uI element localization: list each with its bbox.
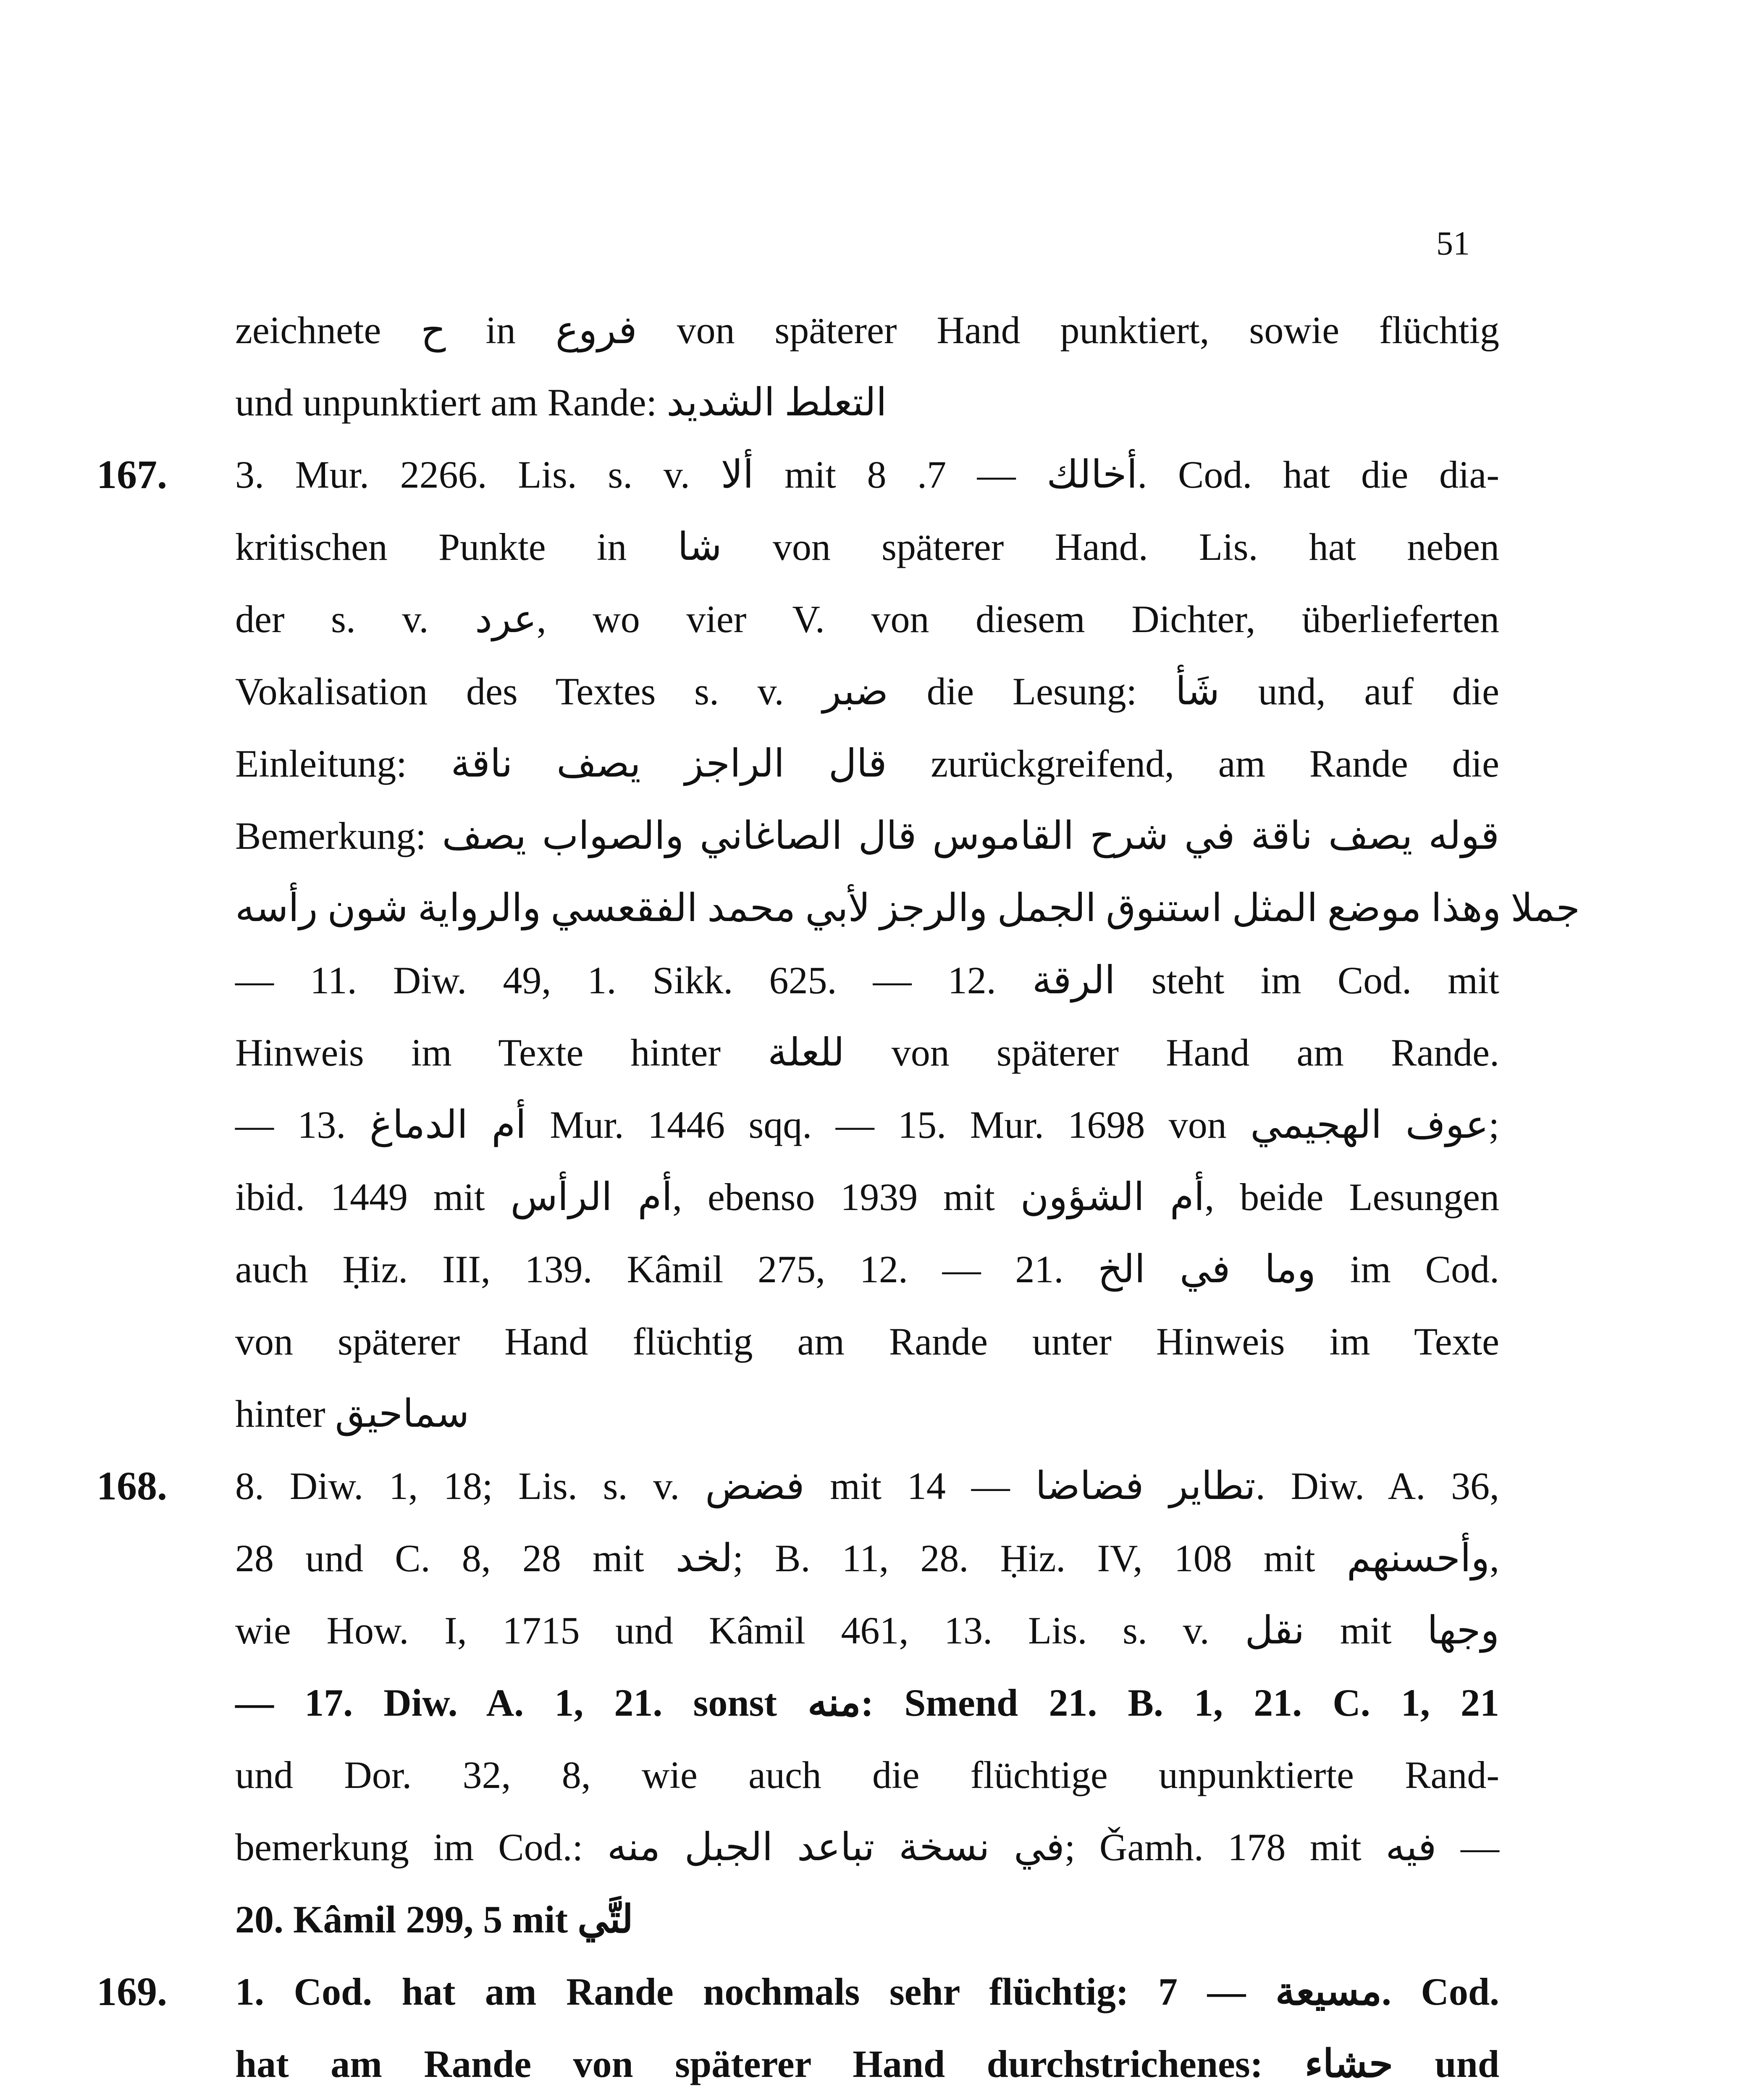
line-text: — 11. Diw. 49, 1. Sikk. 625. — 12. الرقة steht im Cod. mit <box>235 959 1499 1002</box>
text-line <box>235 294 1499 366</box>
line-text: kritischen Punkte in شا von späterer Hand. Lis. hat neben <box>235 525 1499 568</box>
text-line <box>235 2028 1499 2100</box>
text-line <box>235 1378 1499 1450</box>
text-line <box>235 1016 1499 1089</box>
line-text: — 17. Diw. A. 1, 21. sonst منه: Smend 21. B. 1, 21. C. 1, 21 <box>235 1681 1499 1724</box>
line-text: 1. Cod. hat am Rande nochmals sehr flüchtig: مسيعة — 7. Cod. <box>235 1970 1500 2013</box>
line-text: Hinweis im Texte hinter للعلة von späterer Hand am Rande. <box>235 1031 1499 1074</box>
line-text: ibid. 1449 mit أم الرأس, ebenso 1939 mit أم الشؤون, beide Lesungen <box>235 1176 1499 1218</box>
text-line <box>235 944 1499 1016</box>
entry-number: 167. <box>97 452 167 497</box>
text-line <box>235 583 1499 655</box>
text-line <box>97 1450 1500 1522</box>
text-line <box>235 1305 1499 1378</box>
text-line <box>235 1811 1499 1883</box>
text-line <box>235 1089 1499 1161</box>
text-line <box>235 800 1499 872</box>
line-text: 20. Kâmil 299, 5 mit لتَّي <box>235 1898 633 1941</box>
line-text: auch Ḥiz. III, 139. Kâmil 275, 12. — 21. وما في الخ im Cod. <box>235 1248 1499 1291</box>
line-text: — 13. أم الدماغ Mur. 1446 sqq. — 15. Mur. 1698 von عوف الهجيمي; <box>235 1103 1499 1146</box>
line-text: Vokalisation des Textes s. v. ضبر die Lesung: شَأ und, auf die <box>235 670 1499 713</box>
line-text: Einleitung: قال الراجز يصف ناقة zurückgreifend, am Rande die <box>235 742 1499 785</box>
text-line <box>235 366 1499 438</box>
text-line <box>235 511 1499 583</box>
line-text: wie How. I, 1715 und Kâmil 461, 13. Lis. s. v. نقل mit وجها <box>235 1609 1500 1652</box>
line-text: hinter سماحيق <box>235 1392 470 1435</box>
entry-number: 168. <box>97 1463 167 1508</box>
text-line <box>235 655 1499 727</box>
line-text: 8. Diw. 1, 18; Lis. s. v. فضض mit تطاير فضاضا — 14. Diw. A. 36, <box>235 1465 1500 1507</box>
text-line <box>235 1233 1499 1305</box>
text-line <box>235 1161 1499 1233</box>
line-text: 3. Mur. 2266. Lis. s. v. ألا mit أخالك — 7. 8. Cod. hat die dia- <box>235 453 1500 496</box>
line-text: Bemerkung: قوله يصف ناقة في شرح القاموس قال الصاغاني والصواب يصف <box>235 814 1499 857</box>
text-line <box>235 727 1499 800</box>
entry-number: 169. <box>97 1969 167 2014</box>
text-line <box>235 1594 1499 1667</box>
body-text <box>97 294 1580 2100</box>
text-line <box>235 1667 1499 1739</box>
line-text: der s. v. عرد, wo vier V. von diesem Dichter, überlieferten <box>235 598 1499 640</box>
line-text: 28 und C. 8, 28 mit لخد; B. 11, 28. Ḥiz. IV, 108 mit وأحسنهم, <box>235 1537 1500 1580</box>
line-text: zeichnete ح in فروع von späterer Hand punktiert, sowie flüchtig <box>235 309 1500 352</box>
text-line <box>97 1956 1500 2028</box>
text-line <box>97 438 1500 511</box>
text-line <box>235 1883 1499 1956</box>
line-text: bemerkung im Cod.: في نسخة تباعد الجبل منه; Ǧamh. 178 mit فيه — <box>235 1826 1499 1869</box>
line-text: und Dor. 32, 8, wie auch die flüchtige unpunktierte Rand- <box>235 1754 1499 1796</box>
text-line <box>235 872 1580 944</box>
page-number: 51 <box>1436 225 1470 262</box>
line-text: جملا وهذا موضع المثل استنوق الجمل والرجز لأبي محمد الفقعسي والرواية شون رأسه <box>235 887 1580 929</box>
line-text: und unpunktiert am Rande: التعلط الشديد <box>235 381 887 424</box>
line-text: hat am Rande von späterer Hand durchstrichenes: حشاء und <box>235 2042 1499 2085</box>
text-line <box>235 1739 1499 1811</box>
text-line <box>235 1522 1499 1594</box>
line-text: von späterer Hand flüchtig am Rande unter Hinweis im Texte <box>235 1320 1499 1363</box>
